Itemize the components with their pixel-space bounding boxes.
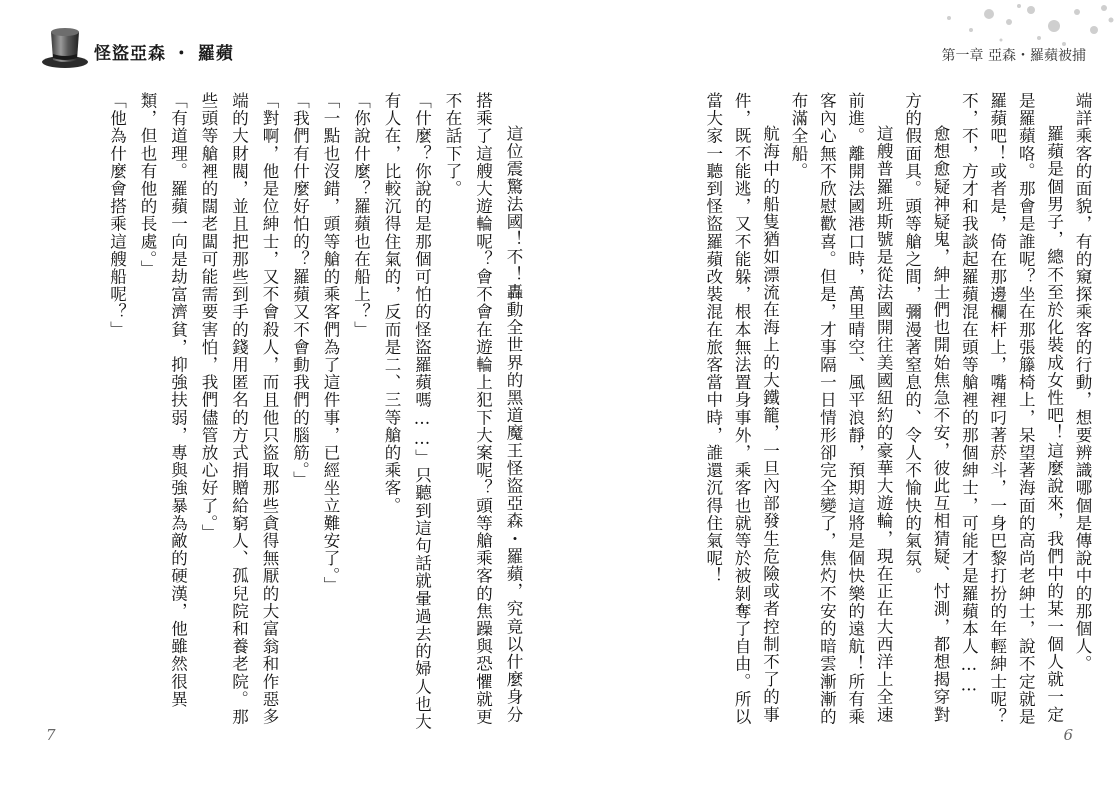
- paragraph: 「我們有什麼好怕的？羅蘋又不會動我們的腦筋。」: [290, 92, 310, 489]
- paragraph: 「一點也沒錯，頭等艙的乘客們為了這件事，已經坐立難安了。」: [321, 92, 340, 595]
- paragraph: 「什麼？你說的是那個可怕的怪盜羅蘋嗎……」只聽到這句話就暈過去的婦人也大有人在，比較沉得住氣的，反而是二、三等艙的乘客。: [382, 92, 432, 731]
- top-hat-icon: [40, 24, 90, 70]
- paragraph: 航海中的船隻猶如漂流在海上的大鐵籠，一旦內部發生危險或者控制不了的事件，既不能逃，又不能躲，根本無法置身事外，乘客也就等於被剝奪了自由。所以當大家一聽到怪盜羅蘋改裝混在旅客當中時，誰還沉得住氣呢！: [703, 92, 780, 726]
- right-page-text: [584, 92, 1096, 732]
- chapter-title: 第一章 亞森・羅蘋被捕: [941, 48, 1086, 64]
- book-title: 怪盜亞森 ・ 羅蘋: [94, 44, 234, 64]
- paragraph: 這位震驚法國！不！轟動全世界的黑道魔王怪盜亞森・羅蘋，究竟以什麼身分搭乘了這艘大遊輪呢？會不會在遊輪上犯下大案呢？頭等艙乘客的焦躁與恐懼就更不在話下了。: [443, 92, 523, 726]
- paragraph: 「你說什麼？羅蘋也在船上？」: [351, 92, 371, 339]
- page-number: 7: [46, 726, 56, 744]
- page-number: 6: [1063, 726, 1073, 744]
- paragraph: 「對啊，他是位紳士，又不會殺人，而且他只盜取那些貪得無厭的大富翁和作惡多端的大財閥，並且把那些到手的錢用匿名的方式捐贈給窮人、孤兒院和養老院。那些頭等艙裡的闊老闆可能需要害怕，我們儘管放心好了。」: [199, 92, 279, 726]
- paragraph: 羅蘋是個男子，總不至於化裝成女性吧！這麼說來，我們中的某一個人就一定是羅蘋咯。那會是誰呢？坐在那張籐椅上，呆望著海面的高尚老紳士，說不定就是羅蘋吧！或者是，倚在那邊欄杆上，嘴裡叼著菸斗，一身巴黎打扮的年輕紳士呢？不，不，方才和我談起羅蘋混在頭等艙裡的那個紳士，可能才是羅蘋本人……: [959, 92, 1064, 726]
- left-page-text: [62, 92, 528, 732]
- paragraph: 「他為什麼會搭乘這艘船呢？」: [107, 92, 127, 339]
- paragraph: 這艘普羅班斯號是從法國開往美國紐約的豪華大遊輪，現在正在大西洋上全速前進。離開法國港口時，萬里晴空、風平浪靜，預期這將是個快樂的遠航！所有乘客內心無不欣慰歡喜。但是，才事隔一日情形卻完全變了，焦灼不安的暗雲漸漸的布滿全船。: [788, 92, 894, 726]
- right-page: [560, 0, 1119, 794]
- paragraph: 愈想愈疑神疑鬼，紳士們也開始焦急不安，彼此互相猜疑、忖測，都想揭穿對方的假面具。頭等艙之間，彌漫著窒息的、令人不愉快的氣氛。: [902, 92, 950, 724]
- paragraph: 「有道理。羅蘋一向是劫富濟貧，抑強扶弱，專與強暴為敵的硬漢，他雖然很異類，但也有他的長處。」: [138, 92, 188, 708]
- paragraph: 端詳乘客的面貌，有的窺探乘客的行動，想要辨識哪個是傳說中的那個人。: [1073, 92, 1092, 673]
- ink-splatter-decoration: [739, 0, 1119, 80]
